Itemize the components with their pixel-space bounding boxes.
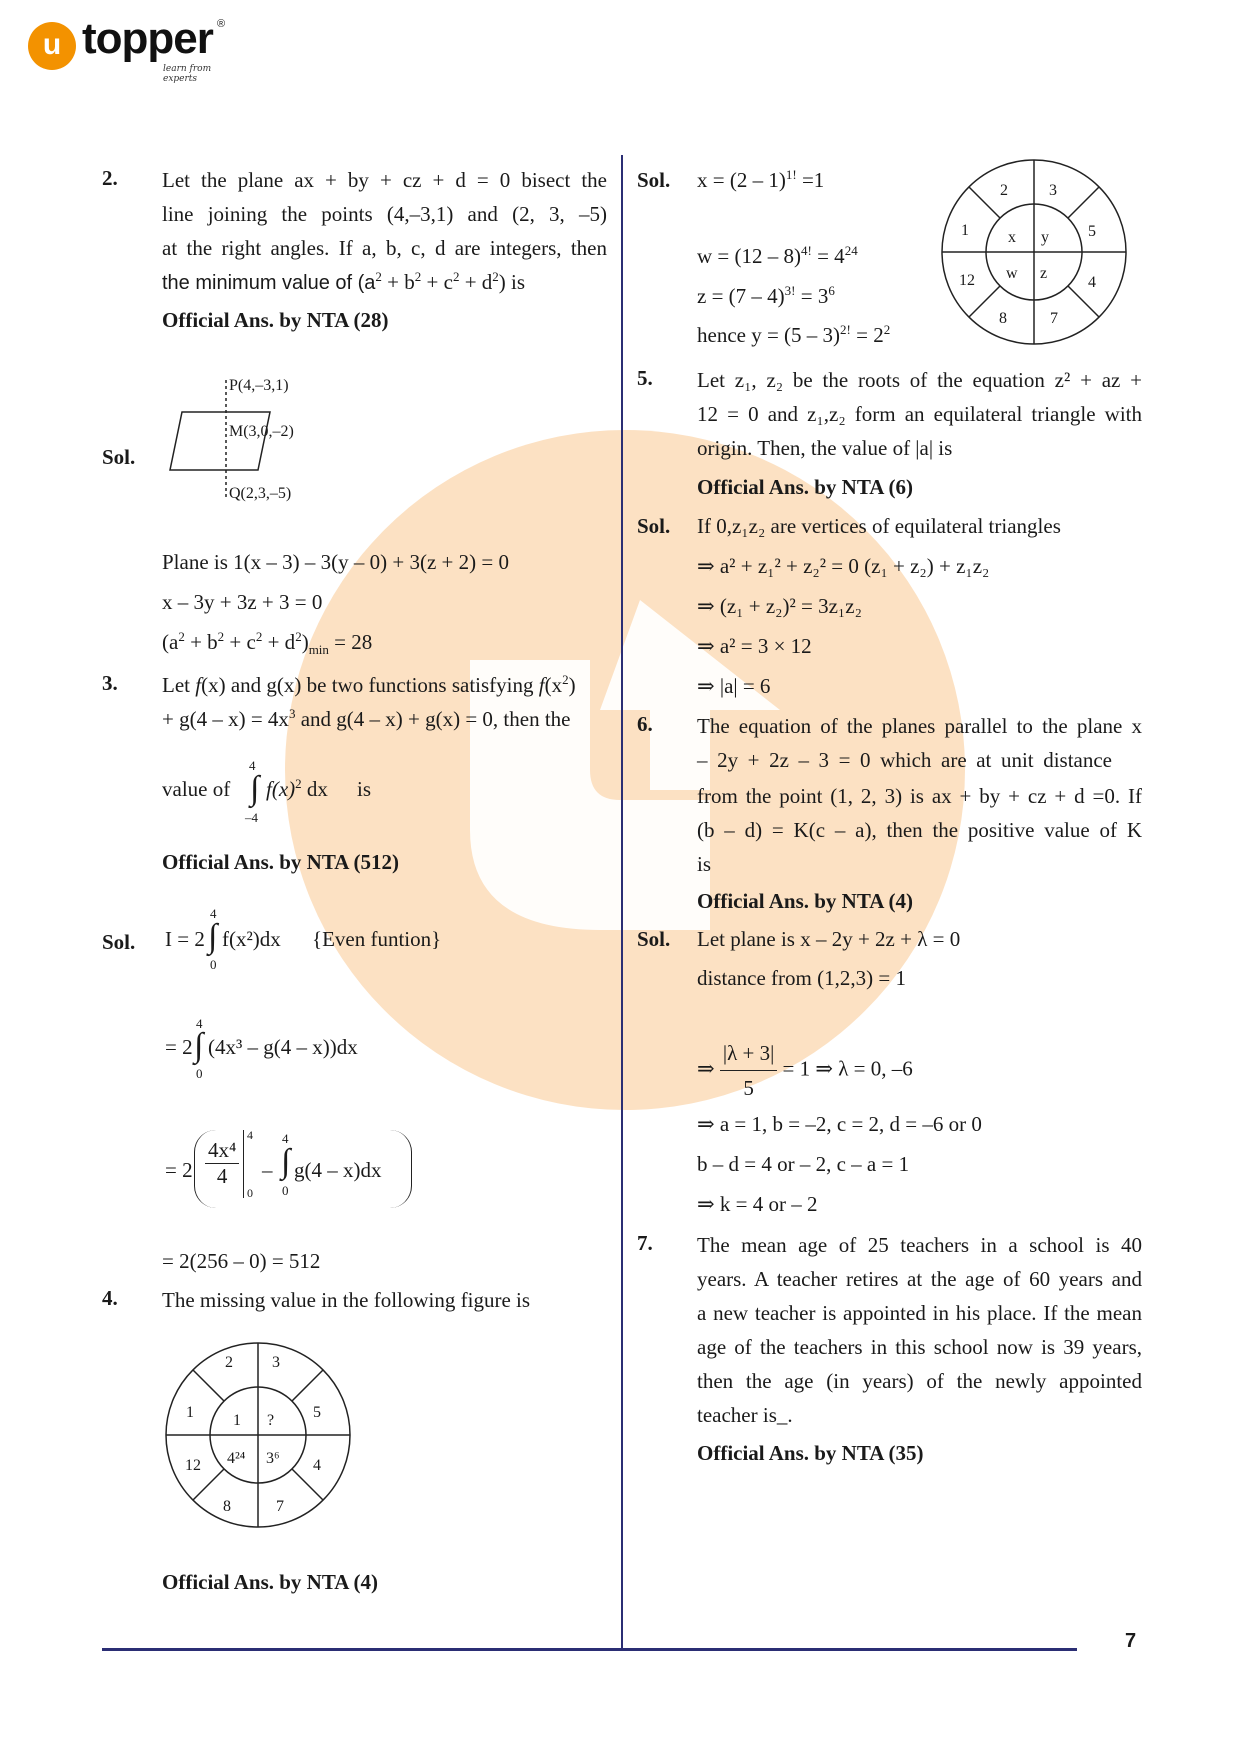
question-6-line-3: from the point (1, 2, 3) is ax + by + cz + d =0. If bbox=[697, 784, 1142, 808]
page-number: 7 bbox=[1125, 1630, 1137, 1652]
solution-step-3-body: g(4 – x)dx bbox=[294, 1158, 382, 1182]
question-3-answer: Official Ans. by NTA (512) bbox=[162, 850, 400, 874]
question-2-answer: Official Ans. by NTA (28) bbox=[162, 308, 389, 332]
question-6-line-4: (b – d) = K(c – a), then the positive value of K bbox=[697, 818, 1142, 842]
solution-i-lower: 0 bbox=[210, 957, 217, 972]
solution-wheel bbox=[940, 158, 1128, 346]
brand-tagline: learn from experts bbox=[163, 64, 212, 84]
question-5-sol-line-1: If 0,z₁z₂ are vertices of equilateral triangles bbox=[697, 514, 1061, 538]
question-6-answer: Official Ans. by NTA (4) bbox=[697, 889, 914, 913]
question-2-number: 2. bbox=[102, 166, 118, 190]
question-5-line-1: Let z₁, z₂ be the roots of the equation z² + az + bbox=[697, 368, 1142, 392]
integral-upper-limit: 4 bbox=[249, 758, 256, 773]
wheel-2-outer-6: 12 bbox=[959, 272, 975, 289]
wheel-1-outer-6: 12 bbox=[185, 1457, 201, 1474]
solution-step-2-prefix: = 2 bbox=[165, 1035, 193, 1059]
question-6-line-2: – 2y + 2z – 3 = 0 which are at unit distance bbox=[697, 748, 1112, 772]
question-6-sol-line-4: ⇒ a = 1, b = –2, c = 2, d = –6 or 0 bbox=[697, 1112, 982, 1136]
question-6-sol-label: Sol. bbox=[637, 927, 671, 951]
question-5-number: 5. bbox=[637, 366, 653, 390]
wheel-1-inner-0: 1 bbox=[233, 1412, 241, 1429]
question-6-sol-line-5: b – d = 4 or – 2, c – a = 1 bbox=[697, 1152, 910, 1176]
question-6-line-1: The equation of the planes parallel to the plane x bbox=[697, 714, 1142, 738]
question-3-line-2: + $g(4 - x) = 4x^3$ and g(4 – x) + g(x) = 0, then the bbox=[162, 706, 571, 731]
brand-logo bbox=[28, 14, 238, 84]
integral-expression: $f(x)^2$ dx bbox=[266, 776, 328, 801]
question-2-line-1: Let the plane ax + by + cz + d = 0 bisect the bbox=[162, 168, 607, 192]
wheel-2-inner-3: z bbox=[1040, 265, 1048, 282]
solution-step-3-fraction: $\frac{\text{4x⁴}}{4}$ bbox=[205, 1138, 239, 1189]
wheel-1-outer-2: 5 bbox=[313, 1404, 321, 1421]
question-2-sol-line-1: Plane is 1(x – 3) – 3(y – 0) + 3(z + 2) = 0 bbox=[162, 550, 509, 574]
wheel-2-outer-2: 5 bbox=[1088, 223, 1096, 240]
solution-step-3-upper: 4 bbox=[282, 1131, 289, 1146]
question-5-line-3: origin. Then, the value of |a| is bbox=[697, 436, 953, 460]
wheel-1-inner-2: 4²⁴ bbox=[227, 1450, 246, 1467]
point-p-label: P(4,–3,1) bbox=[229, 377, 289, 394]
solution-i-body: f(x²)dx bbox=[222, 927, 281, 951]
question-2-line-4: the minimum value of $(a^2 + b^2 + c^2 + d^2)$ is bbox=[162, 269, 526, 294]
question-7-line-5: then the age (in years) of the newly appointed bbox=[697, 1369, 1142, 1393]
wheel-2-outer-0: 2 bbox=[1000, 182, 1008, 199]
wheel-1-outer-7: 1 bbox=[186, 1404, 194, 1421]
question-2-sol-line-3: $(a^2 + b^2 + c^2 + d^2)_{min} = 28$ bbox=[162, 629, 373, 657]
question-7-number: 7. bbox=[637, 1231, 653, 1255]
question-6-sol-line-1: Let plane is x – 2y + 2z + λ = 0 bbox=[697, 927, 961, 951]
question-4-sol-line-1: x = (2 – 1)$^{1!}$ =1 bbox=[697, 167, 825, 192]
question-5-sol-label: Sol. bbox=[637, 514, 671, 538]
question-4-sol-line-4: hence $y = (5 - 3)^{2!} = 2^2$ bbox=[697, 322, 891, 347]
solution-step-2-upper: 4 bbox=[196, 1016, 203, 1031]
question-4-sol-line-2: $w = (12 - 8)^{4!} = 4^{24}$ bbox=[697, 243, 858, 268]
wheel-2-outer-1: 3 bbox=[1049, 182, 1057, 199]
evaluation-upper-limit: 4 bbox=[247, 1128, 253, 1142]
wheel-2-outer-7: 1 bbox=[961, 222, 969, 239]
wheel-1-outer-1: 3 bbox=[272, 1354, 280, 1371]
solution-step-3-prefix: = 2 bbox=[165, 1158, 193, 1182]
question-2-sol-line-2: x – 3y + 3z + 3 = 0 bbox=[162, 590, 323, 614]
wheel-2-outer-3: 4 bbox=[1088, 274, 1096, 291]
solution-step-2-integral-sign: ∫ bbox=[194, 1027, 204, 1064]
question-2-line-2: line joining the points (4,–3,1) and (2, 3, –5) bbox=[162, 202, 607, 226]
solution-step-2-body: (4x³ – g(4 – x))dx bbox=[208, 1035, 358, 1059]
question-4-answer: Official Ans. by NTA (4) bbox=[162, 1570, 379, 1594]
question-7-line-1: The mean age of 25 teachers in a school is 40 bbox=[697, 1233, 1142, 1257]
evaluation-bar bbox=[243, 1130, 244, 1198]
wheel-1-inner-3: 3⁶ bbox=[266, 1450, 280, 1467]
registered-mark: ® bbox=[217, 18, 226, 30]
question-3-number: 3. bbox=[102, 671, 118, 695]
solution-i-integral-sign: ∫ bbox=[208, 918, 218, 955]
wheel-2-outer-5: 8 bbox=[999, 310, 1007, 327]
question-6-line-5: is bbox=[697, 852, 712, 876]
question-7-answer: Official Ans. by NTA (35) bbox=[697, 1441, 924, 1465]
question-3-sol-label: Sol. bbox=[102, 930, 136, 954]
question-3-line-1: Let f(x) and g(x) be two functions satisfying $f(x^2)$ bbox=[162, 672, 576, 697]
point-m-label: M(3,0,–2) bbox=[229, 423, 294, 440]
question-3-is: is bbox=[357, 777, 372, 801]
solution-step-3-lower: 0 bbox=[282, 1183, 289, 1198]
footer-rule bbox=[102, 1648, 1077, 1651]
point-q-label: Q(2,3,–5) bbox=[229, 485, 292, 502]
question-4-number: 4. bbox=[102, 1286, 118, 1310]
question-6-sol-line-3: ⇒ $\frac{|\lambda + 3|}{5}$ = 1 ⇒ λ = 0, –6 bbox=[697, 1036, 913, 1105]
question-4-sol-label: Sol. bbox=[637, 168, 671, 192]
wheel-1-inner-1: ? bbox=[267, 1412, 275, 1429]
wheel-2-inner-1: y bbox=[1041, 229, 1049, 246]
question-5-answer: Official Ans. by NTA (6) bbox=[697, 475, 914, 499]
question-6-sol-line-6: ⇒ k = 4 or – 2 bbox=[697, 1192, 818, 1216]
question-4-text: The missing value in the following figure is bbox=[162, 1288, 531, 1312]
solution-i-upper: 4 bbox=[210, 906, 217, 921]
wheel-2-inner-0: x bbox=[1008, 229, 1016, 246]
wheel-1-outer-3: 4 bbox=[313, 1457, 321, 1474]
solution-step-2-lower: 0 bbox=[196, 1066, 203, 1081]
integral-sign: ∫ bbox=[250, 770, 260, 807]
question-7-line-4: age of the teachers in this school now is 39 years, bbox=[697, 1335, 1142, 1359]
wheel-1-outer-4: 7 bbox=[276, 1498, 284, 1515]
solution-i-note: {Even funtion} bbox=[312, 927, 442, 951]
integral-lower-limit: –4 bbox=[245, 810, 258, 825]
wheel-1-outer-0: 2 bbox=[225, 1354, 233, 1371]
wheel-1-outer-5: 8 bbox=[223, 1498, 231, 1515]
brand-name: topper bbox=[82, 14, 213, 63]
solution-i-prefix: I = 2 bbox=[165, 927, 205, 951]
question-2-sol-label: Sol. bbox=[102, 445, 136, 469]
solution-step-4: = 2(256 – 0) = 512 bbox=[162, 1249, 321, 1273]
solution-step-3-integral-sign: ∫ bbox=[281, 1143, 291, 1180]
question-5-sol-line-4: ⇒ a² = 3 × 12 bbox=[697, 634, 812, 658]
question-7-line-3: a new teacher is appointed in his place. If the mean bbox=[697, 1301, 1142, 1325]
question-2-line-3: at the right angles. If a, b, c, d are integers, then bbox=[162, 236, 607, 260]
column-divider bbox=[621, 155, 623, 1650]
question-5-sol-line-2: ⇒ a² + z₁² + z₂² = 0 (z₁ + z₂) + z₁z₂ bbox=[697, 554, 990, 578]
question-7-line-2: years. A teacher retires at the age of 60 years and bbox=[697, 1267, 1142, 1291]
brand-logo-icon: u bbox=[28, 22, 76, 70]
question-4-wheel bbox=[163, 1340, 353, 1530]
wheel-2-outer-4: 7 bbox=[1050, 310, 1058, 327]
question-3-line-3: value of bbox=[162, 777, 231, 801]
question-4-sol-line-3: $z = (7 - 4)^{3!} = 3^6$ bbox=[697, 283, 835, 308]
question-6-sol-line-2: distance from (1,2,3) = 1 bbox=[697, 966, 906, 990]
solution-step-3-minus: – bbox=[262, 1158, 273, 1182]
question-5-sol-line-5: ⇒ |a| = 6 bbox=[697, 674, 771, 698]
question-6-number: 6. bbox=[637, 712, 653, 736]
wheel-2-inner-2: w bbox=[1006, 265, 1018, 282]
question-7-line-6: teacher is_. bbox=[697, 1403, 793, 1427]
question-5-line-2: 12 = 0 and z₁,z₂ form an equilateral triangle with bbox=[697, 402, 1142, 426]
evaluation-lower-limit: 0 bbox=[247, 1186, 253, 1200]
question-5-sol-line-3: ⇒ (z₁ + z₂)² = 3z₁z₂ bbox=[697, 594, 862, 618]
